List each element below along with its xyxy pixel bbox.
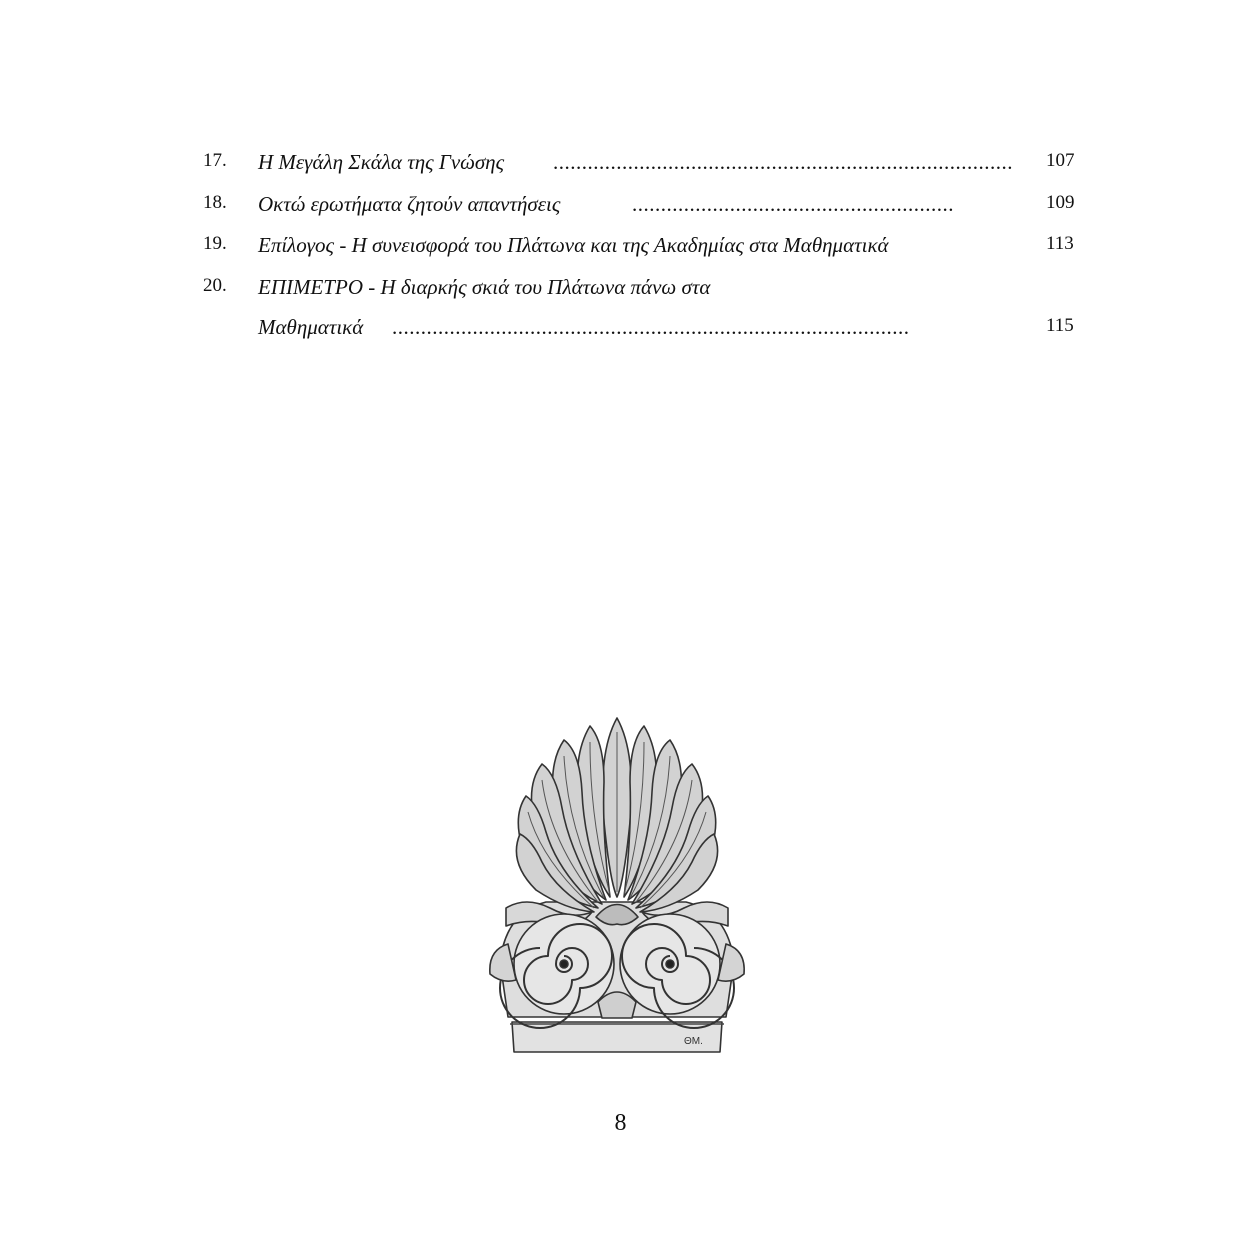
palmette-ornament-illustration [486,712,748,1057]
toc-title: Η Μεγάλη Σκάλα της Γνώσης [258,150,505,174]
page-number: 8 [614,1110,627,1136]
artist-initials: ΘΜ. [684,1036,703,1047]
toc-entry-20-continued [0,315,1241,355]
toc-number: 17. [203,150,227,171]
toc-leader-dots: ........................................................ [632,192,954,216]
toc-entry-19 [0,233,1241,273]
toc-entry-20 [0,275,1241,315]
toc-leader-dots: .......................................................................................... [392,315,910,339]
toc-page-number: 115 [1046,315,1074,336]
toc-title: ΕΠΙΜΕΤΡΟ - Η διαρκής σκιά του Πλάτωνα πάνω στα [258,275,711,299]
toc-title: Οκτώ ερωτήματα ζητούν απαντήσεις [258,192,561,216]
toc-entry-17 [0,150,1241,190]
toc-page-number: 107 [1046,150,1075,171]
toc-title: Μαθηματικά [258,315,364,339]
toc-page-number: 109 [1046,192,1075,213]
toc-title: Επίλογος - Η συνεισφορά του Πλάτωνα και της Ακαδημίας στα Μαθηματικά [258,233,889,257]
toc-leader-dots: ................................................................................ [553,150,1013,174]
toc-entry-18 [0,192,1241,232]
toc-page-number: 113 [1046,233,1074,254]
toc-number: 18. [203,192,227,213]
toc-number: 20. [203,275,227,296]
toc-number: 19. [203,233,227,254]
